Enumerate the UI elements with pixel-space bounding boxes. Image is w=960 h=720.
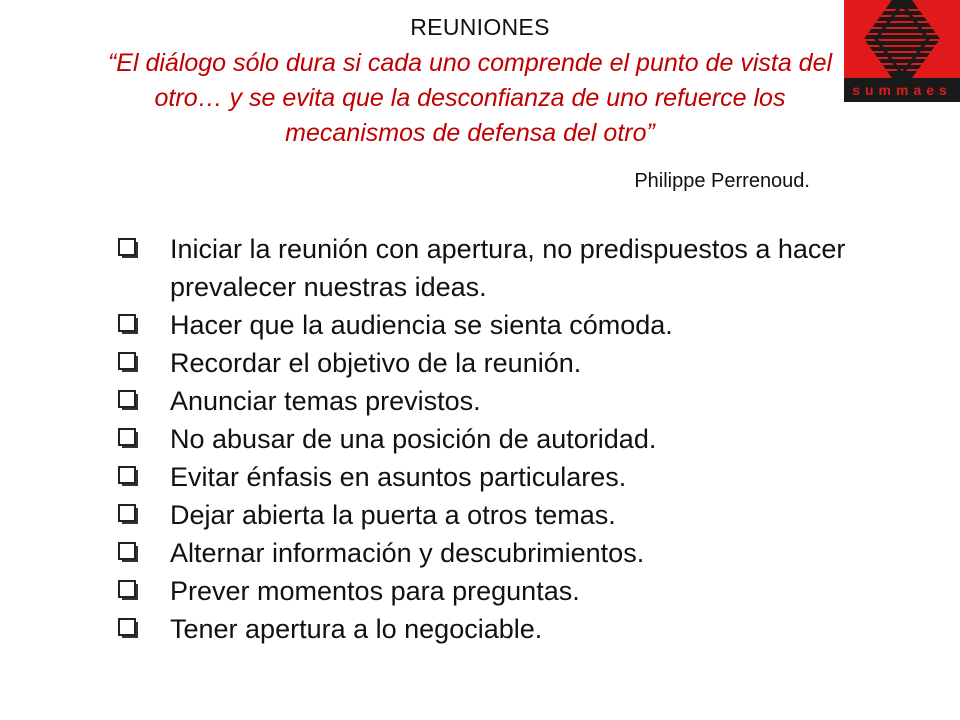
list-item [118, 344, 878, 382]
list-item-text: Evitar énfasis en asuntos particulares. [170, 462, 627, 492]
list-item [118, 496, 878, 534]
checkbox-square-icon [118, 466, 140, 488]
list-item-text: Anunciar temas previstos. [170, 386, 481, 416]
checkbox-square-icon [118, 580, 140, 602]
logo-text: summaes [844, 78, 960, 102]
list-item-text: Dejar abierta la puerta a otros temas. [170, 500, 616, 530]
list-item [118, 306, 878, 344]
list-item [118, 230, 878, 306]
list-item-text: Tener apertura a lo negociable. [170, 614, 543, 644]
list-item-text: Prever momentos para preguntas. [170, 576, 580, 606]
checkbox-square-icon [118, 238, 140, 260]
checkbox-square-icon [118, 618, 140, 640]
logo-diamond-mark [844, 0, 960, 78]
list-item [118, 382, 878, 420]
list-item [118, 610, 878, 648]
checkbox-square-icon [118, 352, 140, 374]
checkbox-square-icon [118, 390, 140, 412]
guidelines-list [118, 230, 878, 648]
checkbox-square-icon [118, 542, 140, 564]
checkbox-square-icon [118, 314, 140, 336]
list-item [118, 420, 878, 458]
slide-title: REUNIONES [410, 14, 550, 40]
checkbox-square-icon [118, 428, 140, 450]
list-item [118, 534, 878, 572]
list-item-text: Hacer que la audiencia se sienta cómoda. [170, 310, 673, 340]
checkbox-square-icon [118, 504, 140, 526]
list-item [118, 572, 878, 610]
list-item [118, 458, 878, 496]
list-item-text: Recordar el objetivo de la reunión. [170, 348, 582, 378]
quote-author: Philippe Perrenoud. [634, 170, 810, 192]
list-item-text: No abusar de una posición de autoridad. [170, 424, 657, 454]
list-item-text: Iniciar la reunión con apertura, no predispuestos a hacer prevalecer nuestras ideas. [170, 234, 846, 302]
quote-text: “El diálogo sólo dura si cada uno comprende el punto de vista del otro… y se evita que la desconfianza de uno refuerce los mecanismos de defensa del otro” [107, 49, 833, 147]
list-item-text: Alternar información y descubrimientos. [170, 538, 645, 568]
summaes-logo [844, 0, 960, 104]
